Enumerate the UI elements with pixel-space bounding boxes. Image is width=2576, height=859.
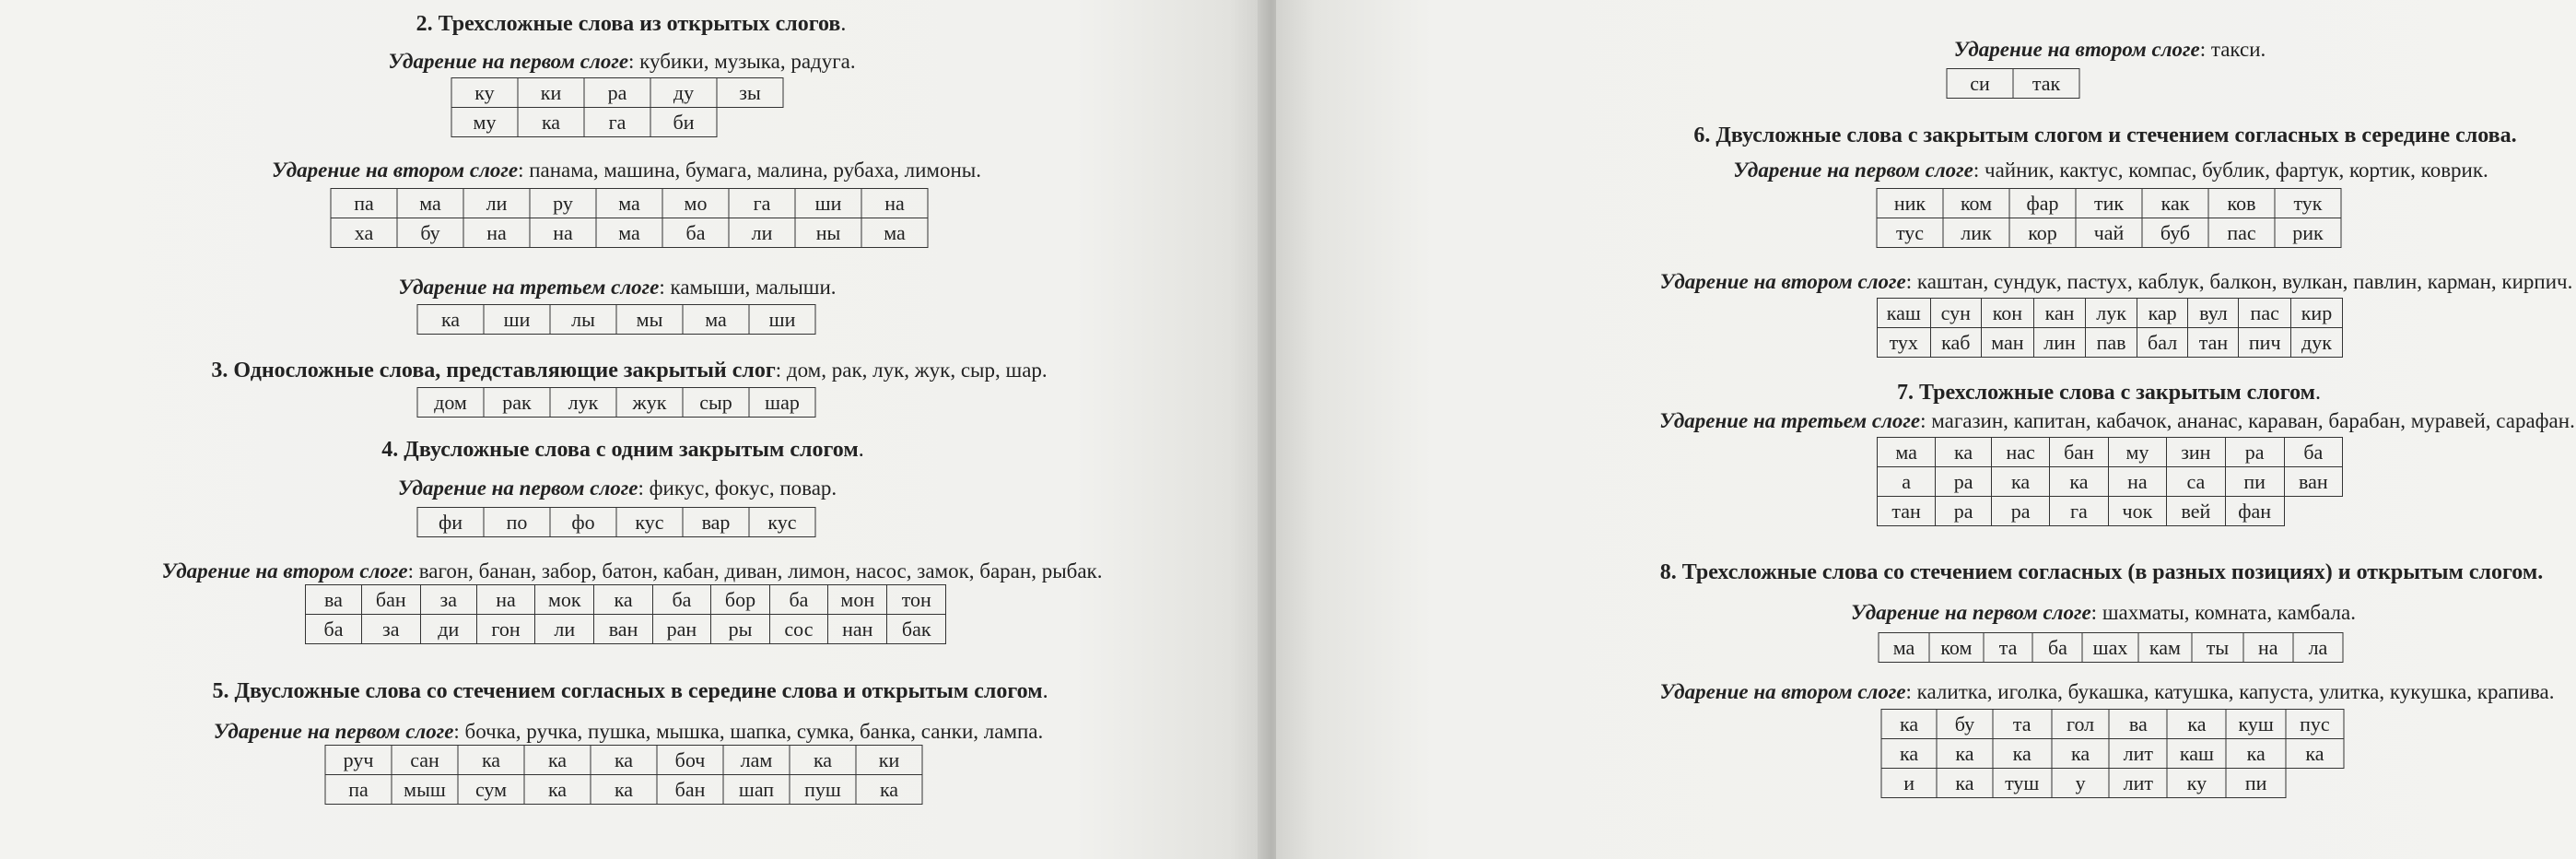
syllable-cell: рак (484, 388, 550, 418)
syllable-cell: фан (2225, 497, 2284, 526)
sec8-syllable-table-2 (1881, 709, 2345, 798)
syllable-cell: пуш (790, 775, 856, 805)
syllable-cell: бор (711, 585, 770, 615)
syllable-cell: лик (1943, 218, 2009, 248)
syllable-row (1878, 467, 2343, 497)
syllable-cell (2286, 769, 2344, 798)
sec8-syllable-table-1 (1879, 632, 2344, 663)
section-4-title: 4. Двусложные слова с одним закрытым слогом. (381, 438, 864, 462)
syllable-cell: ван (594, 615, 652, 644)
syllable-row (1877, 189, 2341, 218)
syllable-cell: ка (591, 775, 657, 805)
syllable-cell: кан (2033, 299, 2085, 328)
syllable-cell: ма (596, 189, 662, 218)
syllable-row (1877, 218, 2341, 248)
top-stress-second: Ударение на втором слоге: такси. (1953, 38, 2266, 61)
syllable-cell: лук (2086, 299, 2137, 328)
syllable-cell: ка (1936, 438, 1992, 467)
syllable-cell: ры (711, 615, 770, 644)
syllable-cell: на (861, 189, 928, 218)
syllable-cell: тик (2076, 189, 2142, 218)
syllable-cell: пус (2286, 710, 2344, 739)
sec2-syllable-table-3 (417, 304, 816, 335)
syllable-cell: сан (392, 746, 458, 775)
syllable-cell: ра (1992, 497, 2050, 526)
syllable-cell: кам (2138, 633, 2193, 663)
sec2-syllable-table-2 (331, 188, 929, 248)
syllable-cell: ши (749, 305, 815, 335)
syllable-row (1878, 328, 2343, 358)
syllable-cell: кон (1982, 299, 2034, 328)
syllable-cell: ка (1881, 710, 1937, 739)
right-page (1276, 0, 2576, 859)
syllable-cell: рик (2275, 218, 2341, 248)
syllable-cell: ка (524, 775, 591, 805)
syllable-cell: ком (1943, 189, 2009, 218)
syllable-cell: на (476, 585, 534, 615)
syllable-cell: зин (2167, 438, 2225, 467)
syllable-cell: ка (518, 108, 584, 137)
sec4-syllable-table-2 (305, 584, 946, 644)
syllable-cell: гол (2052, 710, 2110, 739)
syllable-row (1879, 633, 2343, 663)
syllable-cell: пас (2208, 218, 2275, 248)
syllable-cell: ка (1993, 739, 2052, 769)
sec7-syllable-table (1877, 437, 2343, 526)
syllable-cell: тан (1878, 497, 1936, 526)
syllable-cell: ран (652, 615, 711, 644)
syllable-cell: вар (683, 508, 749, 537)
syllable-cell: би (650, 108, 717, 137)
syllable-cell: куш (2226, 710, 2285, 739)
syllable-cell: мок (535, 585, 594, 615)
syllable-cell: ба (2284, 438, 2342, 467)
syllable-cell: лин (2033, 328, 2085, 358)
syllable-cell: лам (723, 746, 790, 775)
syllable-cell: ха (331, 218, 397, 248)
syllable-cell: шар (749, 388, 815, 418)
syllable-cell: та (1993, 710, 2052, 739)
syllable-cell: ки (518, 78, 584, 108)
syllable-cell: па (331, 189, 397, 218)
syllable-row (451, 78, 783, 108)
syllable-cell: бан (2050, 438, 2108, 467)
syllable-cell: ра (584, 78, 650, 108)
syllable-row (325, 775, 922, 805)
syllable-cell: зы (717, 78, 783, 108)
syllable-row (325, 746, 922, 775)
syllable-cell: дук (2290, 328, 2342, 358)
syllable-row (1881, 710, 2344, 739)
sec6-stress-second: Ударение на втором слоге: каштан, сундук, пастух, каблук, балкон, вулкан, павлин, карман, кирпич. (1659, 270, 2573, 293)
syllable-cell: пас (2239, 299, 2290, 328)
syllable-cell: ка (524, 746, 591, 775)
sec4-stress-first: Ударение на первом слоге: фикус, фокус, повар. (397, 477, 837, 500)
syllable-cell: вул (2188, 299, 2239, 328)
syllable-cell: мы (616, 305, 683, 335)
syllable-cell: му (451, 108, 518, 137)
syllable-cell: га (729, 189, 795, 218)
syllable-cell: нас (1992, 438, 2050, 467)
syllable-cell: та (1984, 633, 2033, 663)
syllable-cell: шах (2082, 633, 2137, 663)
syllable-cell: тан (2188, 328, 2239, 358)
syllable-cell: мыш (392, 775, 458, 805)
syllable-cell: га (584, 108, 650, 137)
syllable-cell: сун (1930, 299, 1981, 328)
syllable-cell: ван (2284, 467, 2342, 497)
syllable-cell: каш (1878, 299, 1931, 328)
syllable-cell: ду (650, 78, 717, 108)
syllable-cell: у (2052, 769, 2110, 798)
syllable-cell: ра (1936, 497, 1992, 526)
sec2-stress-first: Ударение на первом слоге: кубики, музыка, радуга. (388, 50, 856, 73)
syllable-cell: пич (2239, 328, 2290, 358)
syllable-cell: на (463, 218, 530, 248)
syllable-cell: так (2013, 69, 2079, 99)
syllable-cell: ма (683, 305, 749, 335)
syllable-cell: кус (616, 508, 683, 537)
syllable-row (1878, 438, 2343, 467)
syllable-cell: бан (361, 585, 420, 615)
syllable-cell: тук (2275, 189, 2341, 218)
syllable-row (417, 388, 815, 418)
syllable-cell: по (484, 508, 550, 537)
syllable-row (1878, 299, 2343, 328)
syllable-cell: пи (2225, 467, 2284, 497)
syllable-cell: пи (2226, 769, 2285, 798)
syllable-cell: боч (657, 746, 723, 775)
syllable-cell: кор (2009, 218, 2076, 248)
syllable-cell: ма (596, 218, 662, 248)
syllable-cell: фар (2009, 189, 2076, 218)
syllable-cell (2284, 497, 2342, 526)
syllable-cell: на (2108, 467, 2166, 497)
syllable-cell: са (2167, 467, 2225, 497)
syllable-cell: ка (856, 775, 922, 805)
sec2-stress-third: Ударение на третьем слоге: камыши, малыши. (398, 276, 837, 299)
syllable-cell: ка (2167, 710, 2226, 739)
syllable-cell: за (361, 615, 420, 644)
syllable-cell: мо (662, 189, 729, 218)
syllable-cell: ши (484, 305, 550, 335)
syllable-cell: ка (2226, 739, 2285, 769)
syllable-row (1881, 739, 2344, 769)
syllable-cell: каш (2167, 739, 2226, 769)
syllable-cell: мон (828, 585, 887, 615)
syllable-cell: тус (1877, 218, 1943, 248)
syllable-cell: ва (2109, 710, 2167, 739)
syllable-cell: сыр (683, 388, 749, 418)
syllable-cell: ма (397, 189, 463, 218)
syllable-cell: фо (550, 508, 616, 537)
syllable-cell: сум (458, 775, 524, 805)
syllable-cell: ка (2286, 739, 2344, 769)
syllable-cell: ма (861, 218, 928, 248)
syllable-cell: вей (2167, 497, 2225, 526)
syllable-cell: каб (1930, 328, 1981, 358)
syllable-cell: ка (790, 746, 856, 775)
syllable-cell: и (1881, 769, 1937, 798)
syllable-cell: а (1878, 467, 1936, 497)
sec8-stress-second: Ударение на втором слоге: калитка, иголка, букашка, катушка, капуста, улитка, кукушка, крапива. (1659, 680, 2555, 703)
syllable-cell: чай (2076, 218, 2142, 248)
syllable-row (331, 189, 928, 218)
syllable-cell: ка (1881, 739, 1937, 769)
syllable-cell: ка (591, 746, 657, 775)
syllable-cell: ку (2167, 769, 2226, 798)
syllable-cell: жук (616, 388, 683, 418)
section-5-title: 5. Двусложные слова со стечением согласных в середине слова и открытым слогом. (212, 679, 1048, 703)
sec4-syllable-table-1 (417, 507, 816, 537)
syllable-cell: за (420, 585, 476, 615)
top-syllable-table (1947, 68, 2080, 99)
syllable-cell: ла (2293, 633, 2343, 663)
syllable-cell: ка (458, 746, 524, 775)
syllable-cell: тух (1878, 328, 1931, 358)
syllable-row (1881, 769, 2344, 798)
syllable-row (417, 508, 815, 537)
syllable-cell: ки (856, 746, 922, 775)
syllable-cell: сос (769, 615, 827, 644)
syllable-cell: тон (887, 585, 946, 615)
syllable-cell: ка (417, 305, 484, 335)
syllable-cell: ка (2052, 739, 2110, 769)
sec3-syllable-table (417, 387, 816, 418)
sec2-syllable-table-1 (451, 77, 784, 137)
syllable-cell: ра (2225, 438, 2284, 467)
syllable-cell: гон (476, 615, 534, 644)
syllable-cell: па (325, 775, 392, 805)
syllable-row (1947, 69, 2079, 99)
section-3-title: 3. Односложные слова, представляющие закрытый слог: дом, рак, лук, жук, сыр, шар. (211, 359, 1048, 382)
syllable-cell: бан (657, 775, 723, 805)
syllable-cell: ли (535, 615, 594, 644)
syllable-cell: кус (749, 508, 815, 537)
section-7-title: 7. Трехсложные слова с закрытым слогом. (1897, 381, 2321, 405)
syllable-cell: ман (1982, 328, 2034, 358)
syllable-cell: нан (828, 615, 887, 644)
syllable-cell: на (530, 218, 596, 248)
syllable-cell: шап (723, 775, 790, 805)
syllable-cell: ка (1937, 739, 1992, 769)
syllable-row (451, 108, 783, 137)
syllable-cell: си (1947, 69, 2013, 99)
syllable-row (331, 218, 928, 248)
section-8-title: 8. Трехсложные слова со стечением согласных (в разных позициях) и открытым слогом. (1659, 560, 2544, 584)
syllable-row (306, 585, 946, 615)
syllable-cell: ба (2032, 633, 2082, 663)
syllable-cell: бу (397, 218, 463, 248)
sec5-syllable-table (325, 745, 923, 805)
syllable-cell: ком (1929, 633, 1984, 663)
sec2-stress-second: Ударение на втором слоге: панама, машина, бумага, малина, рубаха, лимоны. (272, 159, 981, 182)
syllable-cell: руч (325, 746, 392, 775)
syllable-cell: буб (2142, 218, 2208, 248)
syllable-cell: га (2050, 497, 2108, 526)
section-6-title: 6. Двусложные слова с закрытым слогом и стечением согласных в середине слова. (1693, 124, 2517, 147)
syllable-row (306, 615, 946, 644)
sec5-stress-first: Ударение на первом слоге: бочка, ручка, пушка, мышка, шапка, сумка, банка, санки, лампа. (213, 720, 1044, 743)
sec6-syllable-table-1 (1877, 188, 2342, 248)
syllable-cell: му (2108, 438, 2166, 467)
syllable-cell: дом (417, 388, 484, 418)
left-page (0, 0, 1267, 859)
syllable-cell: ма (1879, 633, 1929, 663)
syllable-row (417, 305, 815, 335)
syllable-cell: лит (2109, 769, 2167, 798)
syllable-cell: бал (2137, 328, 2187, 358)
syllable-cell: ты (2192, 633, 2242, 663)
syllable-cell: ши (795, 189, 861, 218)
syllable-cell: ка (594, 585, 652, 615)
syllable-cell: ку (451, 78, 518, 108)
syllable-cell: на (2243, 633, 2293, 663)
syllable-cell: пав (2086, 328, 2137, 358)
sec6-syllable-table-2 (1877, 298, 2343, 358)
syllable-cell: ка (1992, 467, 2050, 497)
syllable-cell: ба (662, 218, 729, 248)
sec6-stress-first: Ударение на первом слоге: чайник, кактус, компас, бублик, фартук, кортик, коврик. (1733, 159, 2488, 182)
syllable-cell: ба (652, 585, 711, 615)
syllable-cell: лук (550, 388, 616, 418)
syllable-cell: ка (2050, 467, 2108, 497)
syllable-cell: кир (2290, 299, 2342, 328)
sec8-stress-first: Ударение на первом слоге: шахматы, комната, камбала. (1851, 601, 2356, 624)
syllable-cell: бак (887, 615, 946, 644)
syllable-cell: ны (795, 218, 861, 248)
syllable-cell: фи (417, 508, 484, 537)
section-2-title: 2. Трехсложные слова из открытых слогов. (416, 12, 847, 36)
syllable-cell: туш (1993, 769, 2052, 798)
syllable-cell: лы (550, 305, 616, 335)
syllable-cell: ка (1937, 769, 1992, 798)
syllable-cell: ли (463, 189, 530, 218)
syllable-cell: как (2142, 189, 2208, 218)
syllable-cell: ва (306, 585, 362, 615)
syllable-cell: лит (2109, 739, 2167, 769)
syllable-cell: бу (1937, 710, 1992, 739)
syllable-cell: ди (420, 615, 476, 644)
syllable-cell: ба (306, 615, 362, 644)
syllable-cell (717, 108, 783, 137)
syllable-cell: чок (2108, 497, 2166, 526)
syllable-cell: ков (2208, 189, 2275, 218)
syllable-cell: ра (1936, 467, 1992, 497)
syllable-cell: ник (1877, 189, 1943, 218)
sec4-stress-second: Ударение на втором слоге: вагон, банан, забор, батон, кабан, диван, лимон, насос, замок, баран, рыбак. (161, 559, 1103, 582)
syllable-cell: кар (2137, 299, 2187, 328)
syllable-row (1878, 497, 2343, 526)
syllable-cell: ба (769, 585, 827, 615)
syllable-cell: ли (729, 218, 795, 248)
syllable-cell: ру (530, 189, 596, 218)
syllable-cell: ма (1878, 438, 1936, 467)
sec7-stress-third: Ударение на третьем слоге: магазин, капитан, кабачок, ананас, караван, барабан, муравей, сарафан. (1659, 409, 2575, 432)
